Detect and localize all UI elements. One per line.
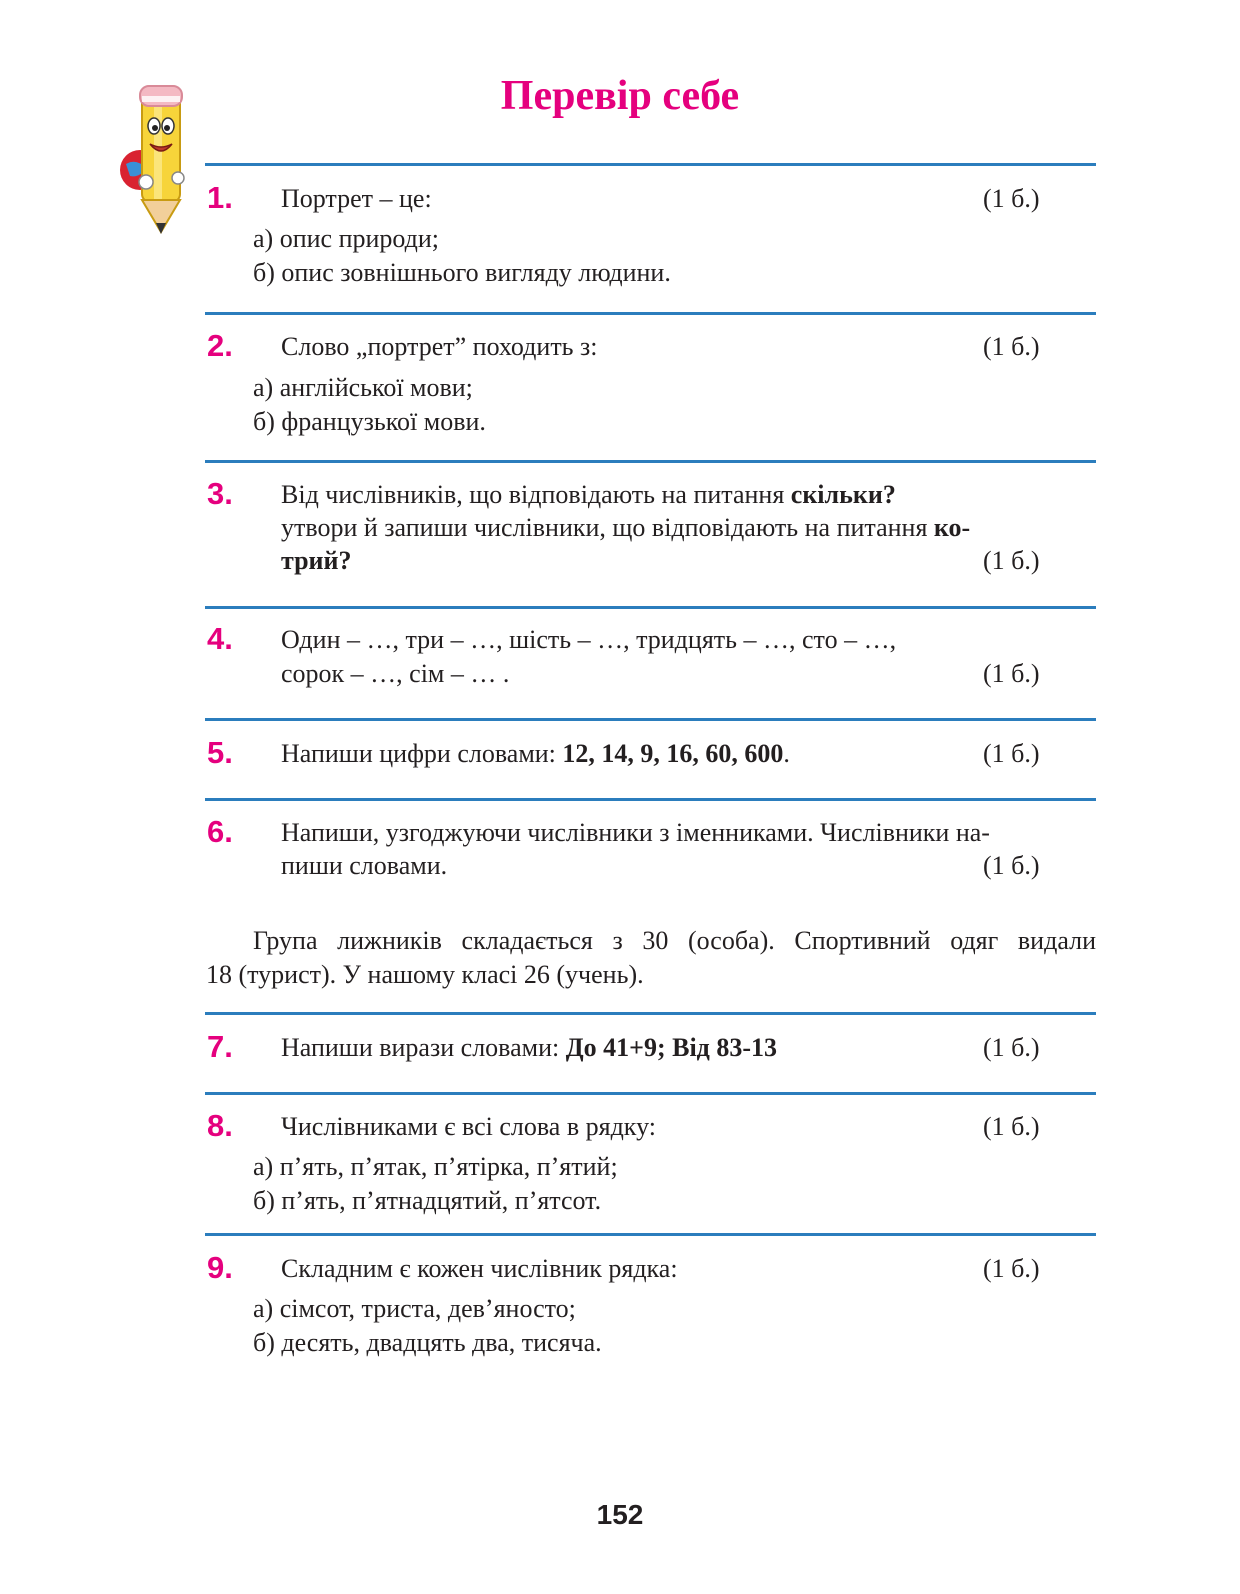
divider (205, 460, 1096, 463)
task-option: б) опис зовнішнього вигляду людини. (253, 258, 671, 287)
page-title: Перевір себе (500, 73, 740, 119)
task-option: а) англійської мови; (253, 373, 473, 402)
task-question-line: Один – …, три – …, шість – …, тридцять – …, сто – …, (281, 625, 897, 654)
task-number: 6. (207, 814, 233, 849)
divider (205, 606, 1096, 609)
task-points: (1 б.) (983, 1033, 1040, 1062)
paragraph-line: 18 (турист). У нашому класі 26 (учень). (206, 960, 644, 989)
paragraph-line (206, 924, 1096, 958)
task-text: Напиши цифри словами: (281, 739, 563, 768)
task-text: утвори й запиши числівники, що відповідають на питання (281, 513, 934, 542)
task-number: 2. (207, 328, 233, 363)
task-text: Від числівників, що відповідають на питання (281, 480, 791, 509)
exercise-paragraph (206, 924, 1096, 992)
task-question: Складним є кожен числівник рядка: (281, 1254, 678, 1283)
task-text: Напиши вирази словами: (281, 1033, 566, 1062)
divider (205, 1092, 1096, 1095)
task-number: 5. (207, 735, 233, 770)
task-points: (1 б.) (983, 659, 1040, 688)
divider (205, 718, 1096, 721)
page-number: 152 (596, 1499, 644, 1530)
task-option: б) десять, двадцять два, тисяча. (253, 1328, 602, 1357)
task-points: (1 б.) (983, 546, 1040, 575)
task-text-bold: 12, 14, 9, 16, 60, 600 (562, 739, 784, 768)
divider (205, 1012, 1096, 1015)
task-points: (1 б.) (983, 1112, 1040, 1141)
divider (205, 1233, 1096, 1236)
task-number: 3. (207, 476, 233, 511)
task-question-line: Напиши, узгоджуючи числівники з іменниками. Числівники на- (281, 818, 990, 847)
task-text: . (783, 739, 790, 768)
task-text-bold: скільки? (790, 480, 896, 509)
task-points: (1 б.) (983, 851, 1040, 880)
task-number: 7. (207, 1029, 233, 1064)
task-question-line: сорок – …, сім – … . (281, 659, 510, 688)
divider (205, 312, 1096, 315)
task-number: 1. (207, 180, 233, 215)
task-option: б) французької мови. (253, 407, 486, 436)
task-question-line: пиши словами. (281, 851, 448, 880)
task-question (281, 1033, 777, 1063)
divider (205, 798, 1096, 801)
task-points: (1 б.) (983, 739, 1040, 768)
task-text-bold: трий? (281, 546, 352, 575)
task-question: Слово „портрет” походить з: (281, 332, 598, 361)
task-question-line (281, 480, 896, 510)
task-question: Числівниками є всі слова в рядку: (281, 1112, 656, 1141)
task-question-line (281, 513, 970, 543)
task-text-bold: ко- (933, 513, 971, 542)
task-points: (1 б.) (983, 332, 1040, 361)
task-question: Портрет – це: (281, 184, 432, 213)
task-option: а) п’ять, п’ятак, п’ятірка, п’ятий; (253, 1152, 618, 1181)
task-option: б) п’ять, п’ятнадцятий, п’ятсот. (253, 1186, 602, 1215)
divider (205, 163, 1096, 166)
task-number: 8. (207, 1108, 233, 1143)
task-text-bold: До 41+9; Від 83-13 (565, 1033, 777, 1062)
task-number: 9. (207, 1250, 233, 1285)
task-question (281, 739, 790, 769)
task-question-line (281, 546, 352, 576)
task-number: 4. (207, 621, 233, 656)
task-points: (1 б.) (983, 1254, 1040, 1283)
paragraph-text: Група лижників складається з 30 (особа). Спортивний одяг видали (253, 926, 1096, 955)
task-points: (1 б.) (983, 184, 1040, 213)
task-option: а) опис природи; (253, 224, 440, 253)
task-option: а) сімсот, триста, дев’яносто; (253, 1294, 576, 1323)
